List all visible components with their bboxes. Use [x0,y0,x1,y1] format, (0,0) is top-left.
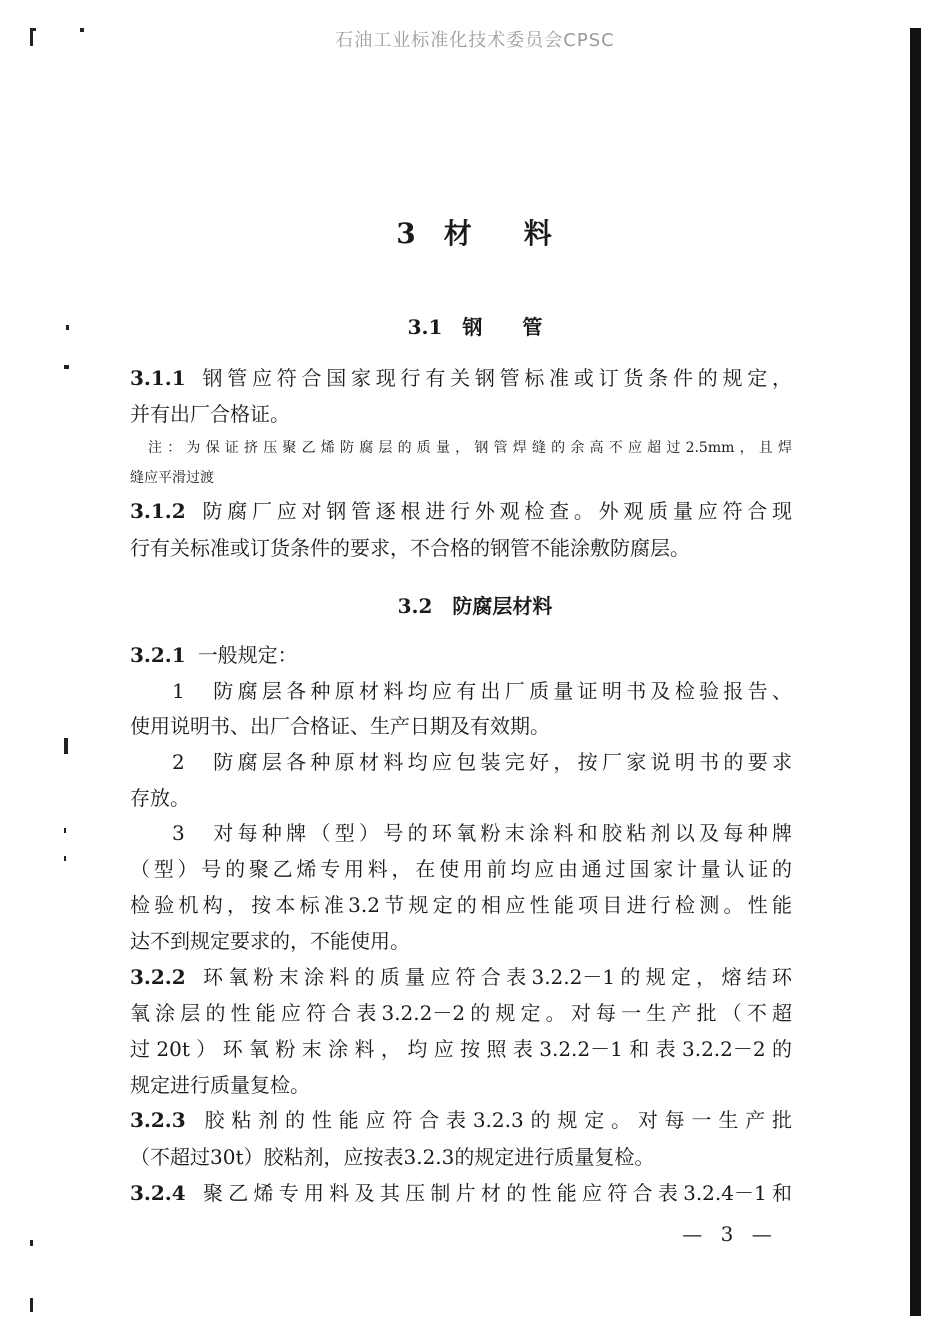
clause-number: 3.1.1 [130,366,186,390]
clause-number: 3.1.2 [130,499,186,523]
section-title-char: 钢 [462,315,483,339]
section-title-char: 管 [522,315,543,339]
clause-text: （不超过30t）胶粘剂，应按表3.2.3的规定进行质量复检。 [130,1145,655,1169]
clause-number: 3.2.4 [130,1181,186,1205]
clause-text: 钢管应符合国家现行有关钢管标准或订货条件的规定， [197,366,792,390]
clause-3-2-4 [130,1181,792,1205]
clause-text: 规定进行质量复检。 [130,1073,310,1097]
section-number: 3.2 [397,594,433,618]
list-item: 2 防腐层各种原材料均应包装完好，按厂家说明书的要求 [172,750,792,774]
chapter-title-char: 料 [523,217,554,250]
clause-3-2-2 [130,965,792,989]
list-item-continued: 存放。 [130,786,190,810]
clause-3-2-1 [130,643,792,667]
clause-text: 一般规定： [197,643,298,667]
list-item: 1 防腐层各种原材料均应有出厂质量证明书及检验报告、 [172,679,792,703]
clause-text: 聚乙烯专用料及其压制片材的性能应符合表3.2.4－1和 [197,1181,792,1205]
section-3-2-heading [0,590,950,619]
list-item: 3 对每种牌（型）号的环氧粉末涂料和胶粘剂以及每种牌 [172,821,792,845]
clause-number: 3.2.1 [130,643,186,667]
list-item-continued: 达不到规定要求的，不能使用。 [130,929,410,953]
list-item-continued: 使用说明书、出厂合格证、生产日期及有效期。 [130,714,550,738]
clause-text: 防腐厂应对钢管逐根进行外观检查。外观质量应符合现 [197,499,792,523]
chapter-title-char: 材 [443,217,474,250]
clause-text: 过20t）环氧粉末涂料，均应按照表3.2.2－1和表3.2.2－2的 [130,1037,792,1061]
watermark: 石油工业标准化技术委员会CPSC [335,30,615,51]
clause-text: 胶粘剂的性能应符合表3.2.3的规定。对每一生产批 [197,1108,792,1132]
chapter-number: 3 [396,217,418,250]
clause-3-1-2 [130,499,792,523]
clause-text: 环氧粉末涂料的质量应符合表3.2.2－1的规定，熔结环 [197,965,792,989]
section-number: 3.1 [407,315,443,339]
list-item-continued: 检验机构，按本标准3.2节规定的相应性能项目进行检测。性能 [130,893,792,917]
clause-text: 行有关标准或订货条件的要求，不合格的钢管不能涂敷防腐层。 [130,536,690,560]
clause-text: 氧涂层的性能应符合表3.2.2－2的规定。对每一生产批（不超 [130,1001,792,1025]
clause-text: 并有出厂合格证。 [130,402,290,426]
clause-number: 3.2.3 [130,1108,186,1132]
section-title: 防腐层材料 [452,594,553,618]
clause-3-1-1 [130,366,792,390]
note-line: 缝应平滑过渡 [130,470,214,486]
list-item-continued: （型）号的聚乙烯专用料，在使用前均应由通过国家计量认证的 [130,857,792,881]
page-number: — 3 — [682,1222,778,1246]
clause-3-2-3 [130,1108,792,1132]
note-line: 注：为保证挤压聚乙烯防腐层的质量，钢管焊缝的余高不应超过2.5mm，且焊 [148,440,792,456]
clause-number: 3.2.2 [130,965,186,989]
